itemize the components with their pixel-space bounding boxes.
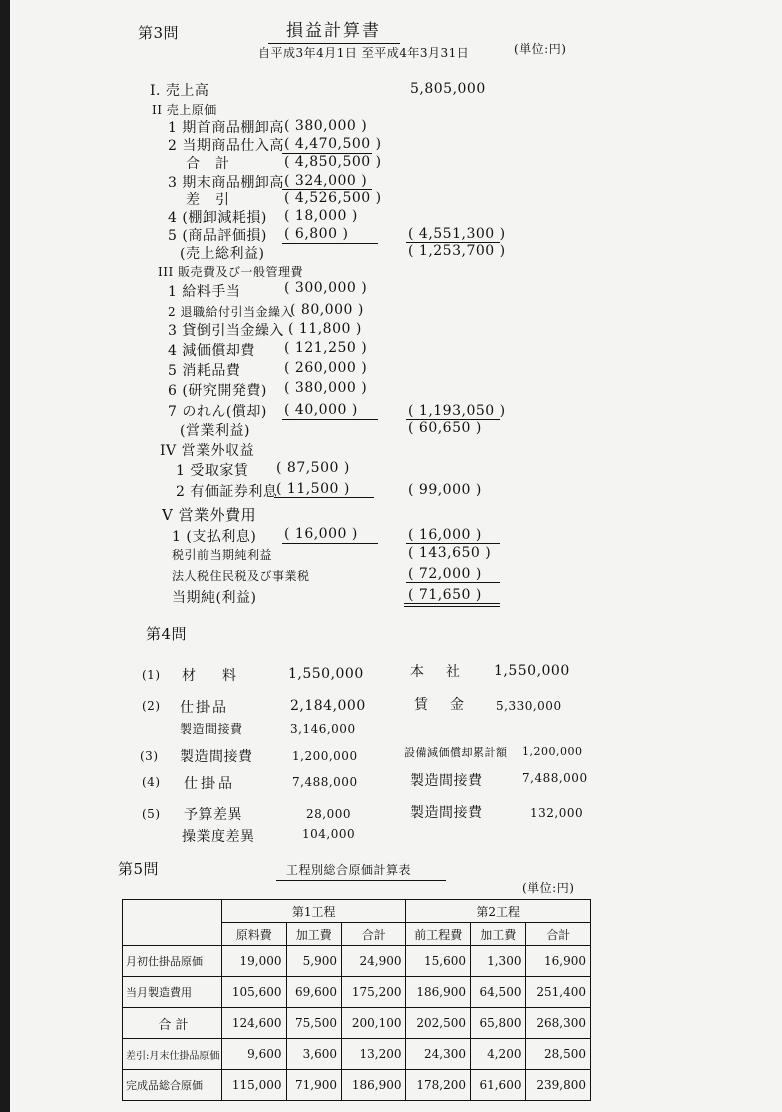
- q3-nonop-inc-item-label: 1 受取家賃: [176, 463, 249, 479]
- q5-title-underline: [276, 880, 446, 881]
- table-cell: 24,900: [341, 946, 406, 977]
- table-cell: 16,900: [526, 946, 591, 977]
- q3-sga-item-label: 5 消耗品費: [168, 363, 241, 379]
- q3-cogs-item-label: 3 期末商品棚卸高: [168, 175, 284, 191]
- q3-sga-item-value: ( 40,000 ): [284, 402, 358, 418]
- q3-cogs-item-label: 2 当期商品仕入高: [168, 138, 284, 154]
- cost-table-group: 第1工程: [222, 900, 406, 923]
- q3-sga-item-value: ( 300,000 ): [284, 280, 368, 296]
- q3-rule: [406, 543, 500, 544]
- q4-entry-no: (1): [142, 668, 161, 682]
- row-label: 当月製造費用: [123, 977, 222, 1008]
- q3-header: 第3問: [138, 24, 180, 42]
- q3-sga-item-value: ( 260,000 ): [284, 360, 368, 376]
- q4-debit-amount: 7,488,000: [292, 775, 358, 789]
- q3-sga-item-label: 3 貸倒引当金繰入: [168, 323, 284, 339]
- q4-debit-account: 仕掛品: [184, 776, 235, 792]
- table-cell: 64,500: [470, 977, 525, 1008]
- table-row: [123, 946, 591, 977]
- row-label: 差引:月末仕掛品原価: [123, 1039, 222, 1070]
- cost-table-group-header: [123, 900, 591, 923]
- q3-op-value: ( 60,650 ): [408, 420, 482, 436]
- q3-net-label: 当期純(利益): [172, 590, 257, 606]
- q3-nonop-inc-label: IV 営業外収益: [160, 443, 255, 459]
- table-row: [123, 1039, 591, 1070]
- q3-rule: [282, 243, 378, 244]
- q5-title: 工程別総合原価計算表: [286, 863, 412, 877]
- page-edge: [0, 0, 10, 1112]
- q4-credit-account: 設備減価償却累計額: [404, 746, 508, 759]
- q3-sga-label: III 販売費及び一般管理費: [158, 265, 304, 279]
- q3-sga-item-label: 2 退職給付引当金繰入: [168, 305, 293, 319]
- row-label: 月初仕掛品原価: [123, 946, 222, 977]
- q3-sga-item-value: ( 80,000 ): [290, 302, 364, 318]
- table-cell: 61,600: [470, 1070, 525, 1101]
- q4-credit-account: 製造間接費: [410, 805, 483, 821]
- q3-nonop-inc-total: ( 99,000 ): [408, 482, 482, 498]
- q3-cogs-item-value: ( 18,000 ): [284, 208, 358, 224]
- q4-debit-account: 材 料: [182, 668, 242, 684]
- q3-double-rule-bottom: [404, 606, 500, 607]
- table-cell: 200,100: [341, 1008, 406, 1039]
- q3-gross-label: (売上総利益): [180, 246, 265, 262]
- q4-credit-amount: 1,550,000: [494, 663, 570, 679]
- cost-table-col: 合計: [341, 923, 406, 946]
- q4-entry-no: (5): [142, 807, 161, 821]
- table-cell: 239,800: [526, 1070, 591, 1101]
- table-cell: 15,600: [406, 946, 471, 977]
- q3-nonop-inc-item-label: 2 有価証券利息: [176, 484, 278, 500]
- q3-unit: (単位:円): [514, 42, 567, 56]
- table-cell: 69,600: [286, 977, 341, 1008]
- q3-sga-item-label: 7 のれん(償却): [168, 404, 267, 420]
- q3-cogs-total: ( 4,551,300 ): [408, 226, 506, 242]
- q3-cogs-item-value: ( 324,000 ): [284, 173, 368, 189]
- q4-debit-amount: 2,184,000: [290, 698, 366, 714]
- q4-entry-no: (3): [140, 749, 159, 763]
- cost-table-col: 合計: [526, 923, 591, 946]
- cost-table-col: 前工程費: [406, 923, 471, 946]
- q3-cogs-item-label: 差 引: [186, 192, 230, 208]
- q3-op-label: (営業利益): [180, 423, 250, 439]
- table-cell: 28,500: [526, 1039, 591, 1070]
- q3-sga-item-value: ( 121,250 ): [284, 340, 368, 356]
- table-cell: 9,600: [222, 1039, 287, 1070]
- q3-tax-label: 法人税住民税及び事業税: [172, 569, 310, 583]
- q3-net-value: ( 71,650 ): [408, 587, 482, 603]
- q4-credit-amount: 7,488,000: [522, 771, 588, 785]
- q3-nonop-inc-item-value: ( 87,500 ): [276, 460, 350, 476]
- row-label: 完成品総合原価: [123, 1070, 222, 1101]
- q4-credit-amount: 5,330,000: [496, 699, 562, 713]
- q3-gross-value: ( 1,253,700 ): [408, 243, 506, 259]
- q4-debit-amount: 1,550,000: [288, 666, 364, 682]
- q3-nonop-inc-item-value: ( 11,500 ): [276, 481, 350, 497]
- table-cell: 175,200: [341, 977, 406, 1008]
- table-cell: 1,300: [470, 946, 525, 977]
- table-row: [123, 1070, 591, 1101]
- table-cell: 124,600: [222, 1008, 287, 1039]
- q3-sales-label: I. 売上高: [150, 83, 210, 99]
- q5-unit: (単位:円): [522, 881, 575, 895]
- q3-sga-total: ( 1,193,050 ): [408, 403, 506, 419]
- q3-title-underline: [268, 43, 400, 44]
- q4-credit-account: 製造間接費: [410, 773, 483, 789]
- cost-table-col: 加工費: [286, 923, 341, 946]
- q3-nonop-exp-label: V 営業外費用: [162, 506, 257, 524]
- q4-credit-account: 本 社: [410, 664, 464, 680]
- q3-period: 自平成3年4月1日 至平成4年3月31日: [258, 46, 470, 60]
- table-cell: 13,200: [341, 1039, 406, 1070]
- table-cell: 24,300: [406, 1039, 471, 1070]
- q4-entry-no: (4): [142, 775, 161, 789]
- q4-credit-amount: 132,000: [530, 806, 584, 820]
- cost-table: [122, 899, 591, 1101]
- table-cell: 115,000: [222, 1070, 287, 1101]
- q4-credit-account: 賃 金: [414, 697, 468, 713]
- q5-header: 第5問: [118, 860, 160, 878]
- q3-title: 損益計算書: [286, 21, 381, 41]
- q3-rule: [274, 497, 374, 498]
- q3-nonop-exp-total: ( 16,000 ): [408, 527, 482, 543]
- q3-cogs-item-value: ( 4,526,500 ): [284, 190, 382, 206]
- table-cell: 105,600: [222, 977, 287, 1008]
- q3-sga-item-label: 6 (研究開発費): [168, 383, 267, 399]
- table-cell: 75,500: [286, 1008, 341, 1039]
- q3-rule: [282, 543, 378, 544]
- table-cell: 71,900: [286, 1070, 341, 1101]
- q3-cogs-item-label: 4 (棚卸減耗損): [168, 210, 267, 226]
- q3-tax-value: ( 72,000 ): [408, 566, 482, 582]
- q4-debit-account: 仕掛品: [180, 700, 228, 716]
- row-label: 合 計: [123, 1008, 222, 1039]
- table-cell: 19,000: [222, 946, 287, 977]
- q3-cogs-item-value: ( 380,000 ): [284, 118, 368, 134]
- table-cell: 186,900: [406, 977, 471, 1008]
- q4-debit-amount: 1,200,000: [292, 749, 358, 763]
- q4-debit-account: 製造間接費: [180, 749, 253, 765]
- table-cell: 4,200: [470, 1039, 525, 1070]
- q3-double-rule-top: [404, 603, 500, 604]
- q3-sga-item-label: 4 減価償却費: [168, 343, 255, 359]
- cost-table-col: 原料費: [222, 923, 287, 946]
- q4-debit-amount: 3,146,000: [290, 722, 356, 736]
- cost-table-col: 加工費: [470, 923, 525, 946]
- q3-pretax-label: 税引前当期純利益: [172, 548, 273, 562]
- q3-sga-item-label: 1 給料手当: [168, 284, 241, 300]
- q4-debit-account: 操業度差異: [182, 829, 255, 845]
- table-row: [123, 1008, 591, 1039]
- q3-pretax-value: ( 143,650 ): [408, 545, 492, 561]
- cost-table-corner: [123, 900, 222, 946]
- q4-debit-account: 予算差異: [184, 807, 242, 823]
- q3-sga-item-value: ( 380,000 ): [284, 380, 368, 396]
- table-cell: 3,600: [286, 1039, 341, 1070]
- q4-debit-account: 製造間接費: [180, 722, 243, 736]
- q3-sales-value: 5,805,000: [410, 81, 486, 97]
- q3-cogs-item-label: 1 期首商品棚卸高: [168, 120, 284, 136]
- q3-cogs-item-label: 合 計: [186, 156, 230, 172]
- cost-table-group: 第2工程: [406, 900, 591, 923]
- table-cell: 65,800: [470, 1008, 525, 1039]
- table-cell: 178,200: [406, 1070, 471, 1101]
- table-row: [123, 977, 591, 1008]
- table-cell: 202,500: [406, 1008, 471, 1039]
- q3-cogs-item-value: ( 4,850,500 ): [284, 154, 382, 170]
- q3-nonop-exp-item-value: ( 16,000 ): [284, 526, 358, 542]
- q3-rule: [282, 419, 378, 420]
- table-cell: 186,900: [341, 1070, 406, 1101]
- q3-nonop-exp-item-label: 1 (支払利息): [172, 529, 257, 545]
- q3-cogs-item-value: ( 4,470,500 ): [284, 136, 382, 152]
- q4-entry-no: (2): [142, 699, 161, 713]
- q3-cogs-item-value: ( 6,800 ): [284, 226, 349, 242]
- q3-cogs-label: II 売上原価: [152, 103, 217, 117]
- q3-cogs-item-label: 5 (商品評価損): [168, 228, 267, 244]
- q4-header: 第4問: [146, 625, 188, 643]
- q4-credit-amount: 1,200,000: [522, 745, 583, 758]
- q3-rule: [406, 582, 500, 583]
- q4-debit-amount: 28,000: [306, 807, 351, 821]
- q4-debit-amount: 104,000: [302, 827, 356, 841]
- table-cell: 5,900: [286, 946, 341, 977]
- table-cell: 268,300: [526, 1008, 591, 1039]
- table-cell: 251,400: [526, 977, 591, 1008]
- q3-sga-item-value: ( 11,800 ): [288, 321, 362, 337]
